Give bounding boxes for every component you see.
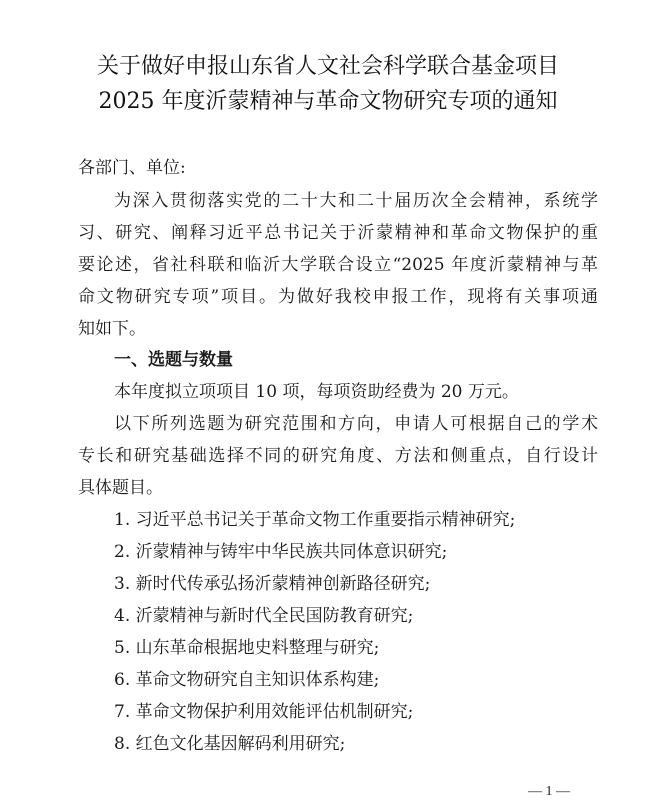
intro-line-4: 命文物研究专项”项目。为做好我校申报工作，现将有关事项通 xyxy=(78,287,598,307)
intro-line-5: 知如下。 xyxy=(78,319,146,339)
topic-item: 3. 新时代传承弘扬沂蒙精神创新路径研究; xyxy=(114,574,431,594)
topic-item: 1. 习近平总书记关于革命文物工作重要指示精神研究; xyxy=(114,510,516,530)
salutation: 各部门、单位: xyxy=(78,158,186,178)
intro-line-3: 要论述，省社科联和临沂大学联合设立“2025 年度沂蒙精神与革 xyxy=(78,255,598,275)
document-title-line-2: 2025 年度沂蒙精神与革命文物研究专项的通知 xyxy=(98,89,558,114)
intro-line-1: 为深入贯彻落实党的二十大和二十届历次全会精神，系统学 xyxy=(114,191,598,211)
topic-item: 4. 沂蒙精神与新时代全民国防教育研究; xyxy=(114,606,414,626)
topic-item: 8. 红色文化基因解码利用研究; xyxy=(114,734,346,754)
topic-item: 2. 沂蒙精神与铸牢中华民族共同体意识研究; xyxy=(114,542,448,562)
guidance-line-2: 专长和研究基础选择不同的研究角度、方法和侧重点，自行设计 xyxy=(78,446,598,466)
quota-paragraph: 本年度拟立项项目 10 项，每项资助经费为 20 万元。 xyxy=(114,382,519,402)
guidance-line-1: 以下所列选题为研究范围和方向，申请人可根据自己的学术 xyxy=(114,414,598,434)
topic-item: 7. 革命文物保护利用效能评估机制研究; xyxy=(114,702,414,722)
section-heading: 一、选题与数量 xyxy=(114,350,233,370)
intro-line-2: 习、研究、阐释习近平总书记关于沂蒙精神和革命文物保护的重 xyxy=(78,223,598,243)
topic-item: 5. 山东革命根据地史料整理与研究; xyxy=(114,638,380,658)
document-title-line-1: 关于做好申报山东省人文社会科学联合基金项目 xyxy=(96,54,559,79)
page-number: — 1 — xyxy=(528,784,570,799)
topic-item: 6. 革命文物研究自主知识体系构建; xyxy=(114,670,380,690)
guidance-line-3: 具体题目。 xyxy=(78,478,163,498)
